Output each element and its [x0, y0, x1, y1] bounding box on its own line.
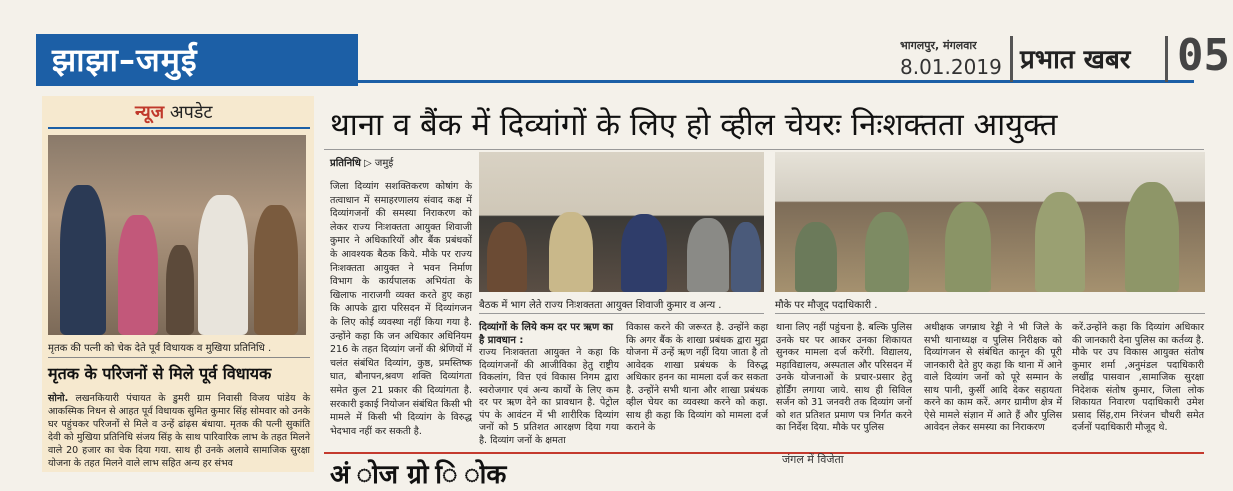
label-accent: न्यूज	[135, 102, 165, 123]
article-column-1: जिला दिव्यांग सशक्तिकरण कोषांग के तत्वाधान में समाहरणालय संवाद कक्ष में दिव्यांगजनों की समस्या निराकरण को लेकर राज्य निःशक्तता आयुक्त शिवाजी कुमार ने अधिकारियों और बैंक प्रबंधकों के आवश्यक बैठक किये. मौके पर राज्य निःशक्तता आयुक्त ने भवन निर्माण विभाग के कार्यपालक अभियंता के खिलाफ नाराजगी व्यक्त करते हुए कहा कि आपके द्वारा परिसदन में दिव्यांगजन के लिए कोई व्यवस्था नहीं किया गया है. उन्होंने कहा कि जन अधिकार अधिनियम 216 के तहत दिव्यांग जनों की श्रेणियों में चलंत संबंधित दिव्यांग, कुष्ठ, प्रमस्तिष्क घात, बौनापन,श्रवण शक्ति दिव्यांगता समेत कुल 21 प्रकार की दिव्यांगता है. सरकारी इकाई नियोजन संबंधित किसी भी मामले में किसी भी दिव्यांग के विरुद्ध भेदभाव नहीं कर सकती है.	[330, 181, 472, 437]
article-column-5: अधीक्षक जगन्नाथ रेड्डी ने भी जिले के सभी थानाध्यक्ष व पुलिस निरीक्षक को दिव्यांगजन से संबंधित कानून की पूरी जानकारी देते हुए कहा कि थाना में आने वाले दिव्यांग जनों को पूरे सम्मान के साथ पानी, कुर्सी आदि देकर सहायता करने का काम करें. अगर ग्रामीण क्षेत्र में ऐसे मामले संज्ञान में आते हैं और पुलिस आवेदन लेकर समस्या का निराकरण	[924, 322, 1062, 433]
caption-rule	[775, 313, 1205, 314]
sidebar-headline: मृतक के परिजनों से मिले पूर्व विधायक	[48, 364, 272, 383]
police-figure	[1125, 182, 1179, 292]
next-story-headline: अं ोज ग्रो ि ोक	[330, 460, 507, 490]
masthead-rule	[358, 80, 1194, 83]
next-story-teaser: जंगल में विजेता	[782, 453, 844, 466]
newspaper-logo: प्रभात खबर	[1020, 45, 1131, 75]
article-subhead: दिव्यांगों के लिये कम दर पर ऋण का है प्रावधान :	[479, 322, 614, 346]
separator	[1165, 36, 1168, 82]
person-figure	[254, 205, 298, 335]
official-figure	[687, 218, 729, 292]
person-figure	[198, 195, 248, 335]
separator	[1010, 36, 1013, 82]
article-column-6: करें.उन्होंने कहा कि दिव्यांग अधिकार की जानकारी देना पुलिस का कर्तव्य है. मौके पर उप विकास आयुक्त संतोष कुमार शर्मा ,अनुमंडल पदाधिकारी लखींद्र पासवान ,सामाजिक सुरक्षा निदेशक संतोष कुमार, जिला लोक शिकायत निवारण पदाधिकारी उमेश प्रसाद सिंह,राम निरंजन चौधरी समेत दर्जनों पदाधिकारी मौजूद थे.	[1072, 322, 1204, 433]
person-figure	[118, 215, 158, 335]
caption-rule	[479, 313, 764, 314]
article-headline: थाना व बैंक में दिव्यांगों के लिए हो व्हील चेयरः निःशक्तता आयुक्त	[330, 107, 1058, 143]
person-figure	[166, 245, 194, 335]
issue-date: 8.01.2019	[900, 55, 1002, 79]
police-figure	[1035, 192, 1085, 292]
byline-label: प्रतिनिधि	[330, 158, 361, 169]
article-column-3: विकास करने की जरूरत है. उन्होंने कहा कि अगर बैंक के शाखा प्रबंधक द्वारा मुद्रा योजना में उन्हें ऋण नहीं दिया जाता है तो आवेदक शाखा प्रबंधक के विरुद्ध अधिकार हनन का मामला दर्ज कर सकता है. उन्होंने सभी थाना और शाखा प्रबंधक व्हील चेयर का व्यवस्था करने को कहा. साथ ही कहा कि दिव्यांग को मामला दर्ज कराने के	[626, 322, 768, 433]
news-update-label	[135, 100, 213, 124]
police-figure	[945, 202, 991, 292]
byline	[330, 155, 393, 169]
sidebar-photo	[48, 135, 306, 335]
sidebar-body-text: लखनकियारी पंचायत के डुमरी ग्राम निवासी विजय पांडेय के आकस्मिक निधन से आहत पूर्व विधायक सुमित कुमार सिंह सोमवार को उनके घर पहुंचकर परिजनों से मिले व उन्हें ढांढ़स बंधाया. मृतक की पत्नी सुकांति देवी को मुखिया प्रतिनिधि संजय सिंह के साथ पारिवारिक लाभ के तहत मिलने वाले 20 हजार का चेक दिया गया. साथ ही उनके अलावे सामाजिक सुरक्षा योजना के तहत मिलने वाले लाभ सहित अन्य हर संभव	[48, 393, 310, 469]
official-figure	[549, 212, 593, 292]
place-day: भागलपुर, मंगलवार	[900, 39, 977, 52]
article-column-2: राज्य निःशक्तता आयुक्त ने कहा कि दिव्यांगजनों की आजीविका हेतु राष्ट्रीय विकलांग, वित्त एवं विकास निगम द्वारा स्वरोजगार एवं अन्य कार्यों के लिए कम दर पर ऋण देने का प्रावधान है. पेट्रोल पंप के आवंटन में भी शारीरिक दिव्यांग जनों को 5 प्रतिशत आरक्षण दिया गया है. दिव्यांग जनों के क्षमता	[479, 347, 619, 446]
section-title: झाझा–जमुई	[52, 41, 198, 79]
photo2-caption: मौके पर मौजूद पदाधिकारी .	[775, 300, 878, 311]
official-figure	[487, 222, 527, 292]
sidebar-rule	[48, 127, 310, 129]
person-figure	[60, 185, 106, 335]
photo1-caption: बैठक में भाग लेते राज्य निःशक्तता आयुक्त शिवाजी कुमार व अन्य .	[479, 300, 722, 311]
byline-place: ▷ जमुई	[360, 158, 394, 169]
story-divider	[324, 452, 1204, 454]
article-column-4: थाना लिए नहीं पहुंचना है. बल्कि पुलिस उनके घर पर आकर उनका शिकायत सुनकर मामला दर्ज करेंगी. विद्यालय, महाविद्यालय, अस्पताल और परिसदन में उनके योजनाओं के प्रचार-प्रसार हेतु होर्डिंग लगाया जाये. साथ ही सिविल सर्जन को 31 जनवरी तक दिव्यांग जनों को शत प्रतिशत प्रमाण पत्र निर्गत करने का निर्देश दिया. मौके पर पुलिस	[776, 322, 912, 433]
police-figure	[865, 212, 909, 292]
meeting-photo	[479, 152, 764, 292]
page-number: 05	[1177, 30, 1230, 81]
label-rest: अपडेट	[164, 102, 213, 123]
officials-photo	[775, 152, 1205, 292]
sidebar-photo-caption: मृतक की पत्नी को चेक देते पूर्व विधायक व मुखिया प्रतिनिधि .	[48, 340, 310, 358]
official-figure	[621, 214, 667, 292]
official-figure	[731, 222, 761, 292]
police-figure	[795, 222, 837, 292]
headline-rule	[324, 149, 1204, 150]
sidebar-body-lead: सोनो.	[48, 393, 69, 404]
sidebar-body	[48, 392, 310, 470]
